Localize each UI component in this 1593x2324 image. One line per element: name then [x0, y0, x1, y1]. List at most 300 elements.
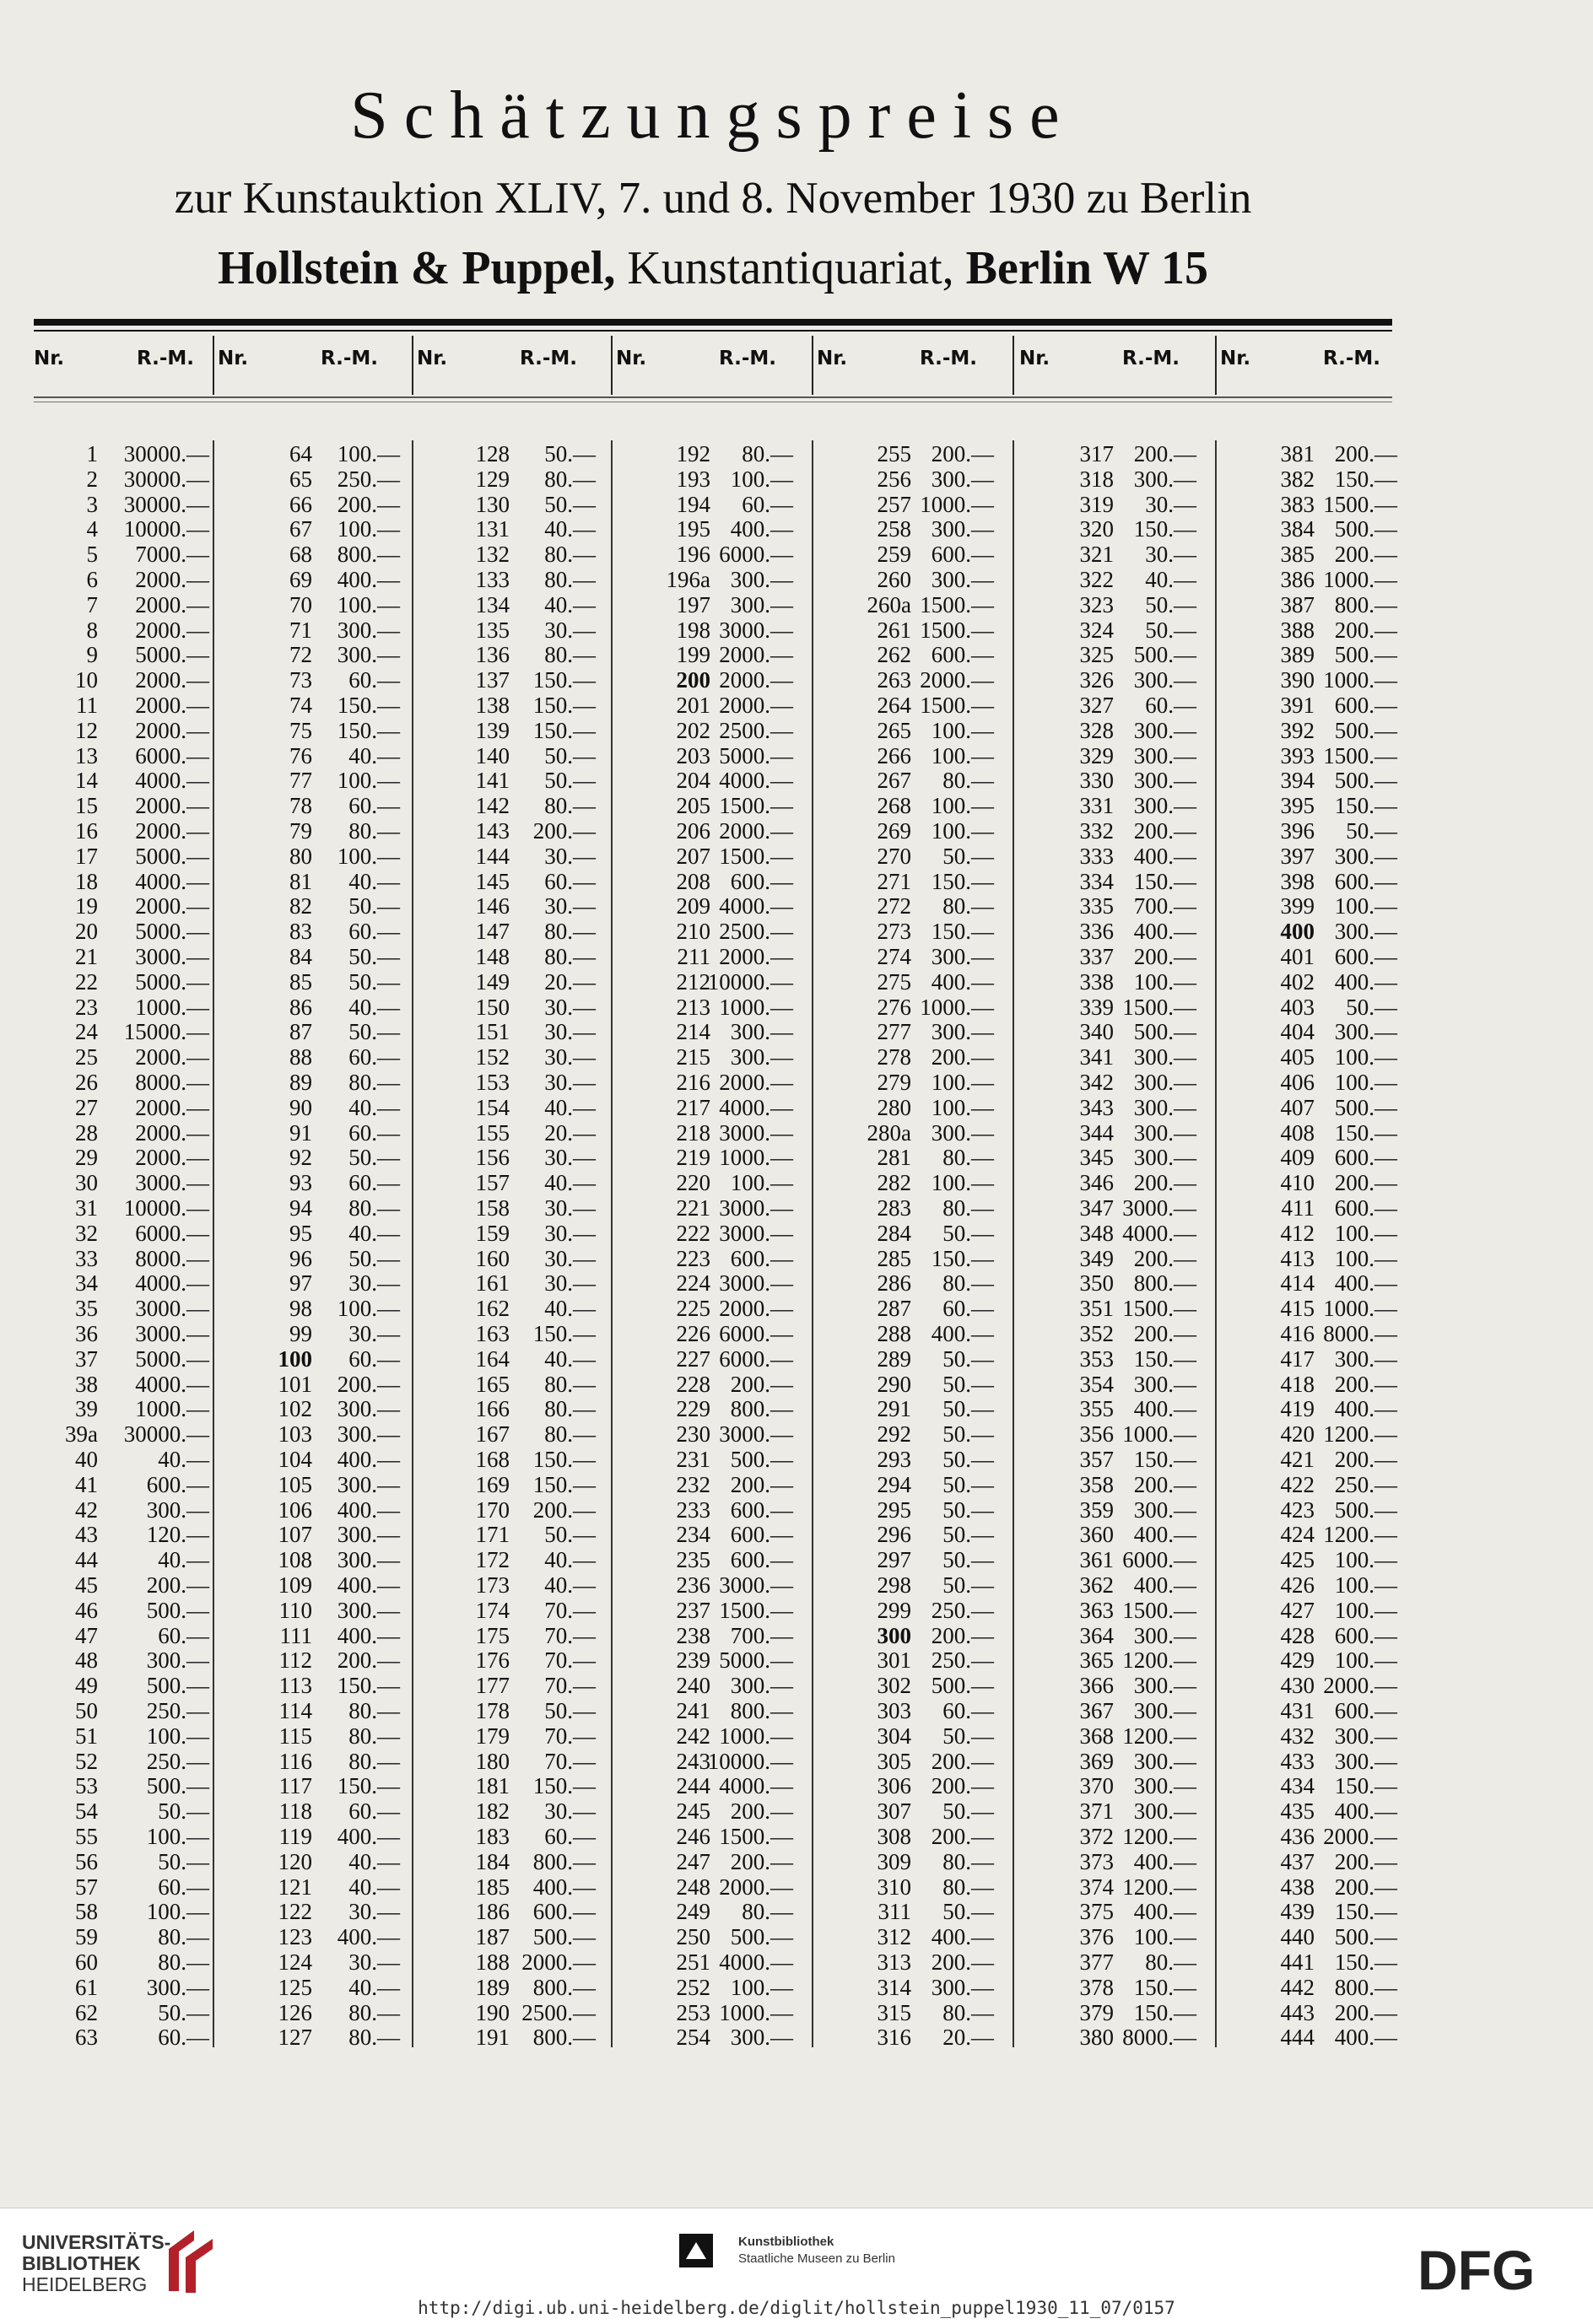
estimate-price: 30.— — [348, 1270, 400, 1297]
lot-number: 333 — [1079, 843, 1114, 869]
estimate-price: 400.— — [931, 1321, 994, 1346]
estimate-price: 50.— — [348, 1145, 400, 1171]
estimate-price: 10000.— — [123, 1195, 209, 1221]
estimate-price: 150.— — [931, 868, 994, 894]
lot-number: 252 — [676, 1974, 710, 2000]
publisher-location: Berlin W 15 — [965, 242, 1208, 294]
estimate-price: 30.— — [544, 1220, 596, 1246]
estimate-price: 50.— — [942, 1447, 994, 1472]
lot-number: 181 — [475, 1773, 510, 1799]
lot-number: 255 — [877, 441, 911, 466]
lot-number: 339 — [1079, 994, 1114, 1020]
lot-number: 272 — [877, 893, 911, 919]
estimate-price: 1000.— — [1323, 667, 1397, 693]
estimate-price: 100.— — [337, 843, 400, 869]
estimate-price: 400.— — [1133, 1848, 1196, 1874]
lot-number: 11 — [76, 693, 98, 718]
lot-number: 117 — [278, 1773, 312, 1799]
lot-number: 154 — [475, 1094, 510, 1120]
lot-number: 309 — [877, 1848, 911, 1874]
lot-number: 331 — [1079, 793, 1114, 819]
lot-number: 233 — [676, 1496, 710, 1523]
estimate-price: 100.— — [146, 1723, 209, 1749]
lot-number: 280a — [867, 1119, 911, 1146]
estimate-price: 80.— — [942, 893, 994, 919]
estimate-price: 60.— — [158, 2025, 209, 2051]
lot-number: 429 — [1280, 1647, 1315, 1674]
estimate-price: 1500.— — [719, 1597, 793, 1623]
lot-number: 169 — [475, 1471, 510, 1497]
lot-number: 72 — [289, 642, 312, 668]
lot-number: 408 — [1280, 1119, 1315, 1146]
estimate-price: 6000.— — [719, 1345, 793, 1372]
estimate-price: 80.— — [348, 1999, 400, 2025]
estimate-price: 40.— — [544, 1572, 596, 1598]
lot-number: 189 — [475, 1974, 510, 2000]
estimate-price: 100.— — [1133, 968, 1196, 995]
estimate-price: 50.— — [158, 1848, 209, 1874]
estimate-price: 100.— — [1334, 1547, 1397, 1573]
estimate-price: 400.— — [931, 1924, 994, 1950]
lot-number: 400 — [1280, 919, 1315, 945]
lot-number: 367 — [1079, 1698, 1114, 1723]
lot-number: 120 — [278, 1848, 312, 1874]
estimate-price: 60.— — [348, 919, 400, 945]
lot-number: 296 — [877, 1522, 911, 1548]
estimate-price: 4000.— — [135, 1270, 209, 1297]
estimate-price: 200.— — [1334, 1170, 1397, 1196]
estimate-price: 4000.— — [135, 868, 209, 894]
estimate-price: 800.— — [532, 1974, 596, 2000]
lot-number: 323 — [1079, 591, 1114, 617]
estimate-price: 1500.— — [1122, 1597, 1196, 1623]
lot-number: 186 — [475, 1899, 510, 1925]
lot-number: 362 — [1079, 1572, 1114, 1598]
lot-number: 203 — [676, 742, 710, 768]
university-library-label — [22, 2232, 170, 2295]
estimate-price: 80.— — [348, 1723, 400, 1749]
kb-line-2: Staatliche Museen zu Berlin — [738, 2251, 895, 2266]
lot-number: 402 — [1280, 968, 1315, 995]
lot-number: 134 — [475, 591, 510, 617]
estimate-price: 60.— — [942, 1296, 994, 1322]
estimate-price: 200.— — [1334, 1447, 1397, 1472]
lot-number: 16 — [75, 818, 98, 844]
lot-number: 285 — [877, 1245, 911, 1271]
estimate-price: 50.— — [942, 1421, 994, 1448]
estimate-price: 5000.— — [135, 1345, 209, 1372]
estimate-price: 40.— — [348, 868, 400, 894]
estimate-price: 400.— — [1334, 1270, 1397, 1297]
lot-number: 76 — [289, 742, 312, 768]
estimate-price: 100.— — [931, 1094, 994, 1120]
lot-number: 415 — [1280, 1296, 1315, 1322]
estimate-price: 300.— — [1133, 768, 1196, 794]
lot-number: 39a — [65, 1421, 98, 1448]
lot-number: 45 — [75, 1572, 98, 1598]
estimate-price: 600.— — [730, 1245, 793, 1271]
lot-number: 158 — [475, 1195, 510, 1221]
lot-number: 423 — [1280, 1496, 1315, 1523]
lot-number: 67 — [289, 516, 312, 542]
estimate-price: 800.— — [337, 542, 400, 568]
lot-number: 62 — [75, 1999, 98, 2025]
estimate-price: 1500.— — [719, 793, 793, 819]
lot-number: 316 — [877, 2025, 911, 2051]
lot-number: 335 — [1079, 893, 1114, 919]
column-header-nr: Nr. — [34, 348, 65, 369]
estimate-price: 100.— — [1334, 1245, 1397, 1271]
estimate-price: 500.— — [1334, 1496, 1397, 1523]
estimate-price: 400.— — [337, 1924, 400, 1950]
estimate-price: 200.— — [532, 818, 596, 844]
lot-number: 1 — [86, 441, 98, 466]
estimate-price: 200.— — [1334, 1874, 1397, 1900]
lot-number: 113 — [278, 1673, 312, 1699]
estimate-price: 80.— — [158, 1949, 209, 1975]
estimate-price: 10000.— — [707, 968, 793, 995]
estimate-price: 250.— — [931, 1647, 994, 1674]
lot-number: 427 — [1280, 1597, 1315, 1623]
lot-number: 194 — [676, 491, 710, 517]
estimate-price: 50.— — [942, 1345, 994, 1372]
lot-number: 118 — [278, 1798, 312, 1825]
estimate-price: 200.— — [337, 1647, 400, 1674]
lot-number: 71 — [289, 617, 312, 643]
estimate-price: 600.— — [931, 542, 994, 568]
lot-number: 126 — [278, 1999, 312, 2025]
estimate-price: 100.— — [931, 1170, 994, 1196]
lot-number: 86 — [289, 994, 312, 1020]
lot-number: 46 — [75, 1597, 98, 1623]
estimate-price: 50.— — [942, 1547, 994, 1573]
lot-number: 85 — [289, 968, 312, 995]
estimate-price: 600.— — [1334, 944, 1397, 969]
lot-number: 404 — [1280, 1019, 1315, 1045]
estimate-price: 500.— — [1334, 768, 1397, 794]
lot-number: 246 — [676, 1824, 710, 1849]
lot-number: 198 — [676, 617, 710, 643]
estimate-price: 50.— — [942, 1798, 994, 1825]
estimate-price: 1500.— — [1122, 1296, 1196, 1322]
estimate-price: 4000.— — [719, 893, 793, 919]
estimate-price: 100.— — [1334, 1572, 1397, 1598]
estimate-price: 2500.— — [719, 919, 793, 945]
estimate-price: 50.— — [942, 1899, 994, 1925]
lot-number: 44 — [75, 1547, 98, 1573]
lot-number: 406 — [1280, 1070, 1315, 1095]
estimate-price: 50.— — [348, 893, 400, 919]
estimate-price: 400.— — [1133, 1899, 1196, 1925]
estimate-price: 6000.— — [1122, 1547, 1196, 1573]
lot-number: 137 — [475, 667, 510, 693]
lot-number: 372 — [1079, 1824, 1114, 1849]
estimate-price: 2000.— — [135, 591, 209, 617]
lot-number: 213 — [676, 994, 710, 1020]
lot-number: 279 — [877, 1070, 911, 1095]
lot-number: 68 — [289, 542, 312, 568]
estimate-price: 80.— — [348, 1195, 400, 1221]
estimate-price: 50.— — [348, 968, 400, 995]
lot-number: 153 — [475, 1070, 510, 1095]
estimate-price: 60.— — [348, 667, 400, 693]
estimate-price: 400.— — [337, 1496, 400, 1523]
lot-number: 69 — [289, 567, 312, 592]
lot-number: 57 — [75, 1874, 98, 1900]
estimate-price: 80.— — [544, 944, 596, 969]
estimate-price: 200.— — [1334, 1371, 1397, 1397]
lot-number: 165 — [475, 1371, 510, 1397]
estimate-price: 1200.— — [1122, 1824, 1196, 1849]
estimate-price: 2000.— — [135, 1044, 209, 1070]
estimate-price: 500.— — [146, 1597, 209, 1623]
lot-number: 6 — [86, 567, 98, 592]
estimate-price: 500.— — [146, 1773, 209, 1799]
estimate-price: 5000.— — [135, 843, 209, 869]
lot-number: 239 — [676, 1647, 710, 1674]
lot-number: 133 — [475, 567, 510, 592]
estimate-price: 100.— — [146, 1899, 209, 1925]
estimate-price: 2000.— — [719, 667, 793, 693]
lot-number: 249 — [676, 1899, 710, 1925]
lot-number: 183 — [475, 1824, 510, 1849]
lot-number: 397 — [1280, 843, 1315, 869]
lot-number: 354 — [1079, 1371, 1114, 1397]
lot-number: 338 — [1079, 968, 1114, 995]
estimate-price: 10000.— — [707, 1748, 793, 1774]
lot-number: 379 — [1079, 1999, 1114, 2025]
lot-number: 49 — [75, 1673, 98, 1699]
estimate-price: 600.— — [1334, 1145, 1397, 1171]
estimate-price: 200.— — [931, 1824, 994, 1849]
estimate-price: 80.— — [544, 567, 596, 592]
lot-number: 185 — [475, 1874, 510, 1900]
column-header-nr: Nr. — [417, 348, 448, 369]
estimate-price: 150.— — [532, 1471, 596, 1497]
estimate-price: 300.— — [337, 1396, 400, 1422]
lot-number: 136 — [475, 642, 510, 668]
lot-number: 31 — [75, 1195, 98, 1221]
lot-number: 278 — [877, 1044, 911, 1070]
lot-number: 106 — [278, 1496, 312, 1523]
estimate-price: 80.— — [942, 1999, 994, 2025]
lot-number: 223 — [676, 1245, 710, 1271]
lot-number: 391 — [1280, 693, 1315, 718]
estimate-price: 50.— — [1145, 591, 1196, 617]
estimate-price: 2000.— — [719, 944, 793, 969]
lot-number: 175 — [475, 1622, 510, 1648]
estimate-price: 60.— — [348, 1798, 400, 1825]
estimate-price: 150.— — [931, 919, 994, 945]
lot-number: 190 — [475, 1999, 510, 2025]
lot-number: 259 — [877, 542, 911, 568]
lot-number: 288 — [877, 1321, 911, 1346]
estimate-price: 1500.— — [920, 693, 994, 718]
lot-number: 217 — [676, 1094, 710, 1120]
estimate-price: 700.— — [1133, 893, 1196, 919]
lot-number: 162 — [475, 1296, 510, 1322]
lot-number: 75 — [289, 717, 312, 743]
estimate-price: 30.— — [544, 1245, 596, 1271]
estimate-price: 600.— — [730, 1522, 793, 1548]
estimate-price: 2000.— — [135, 617, 209, 643]
lot-number: 330 — [1079, 768, 1114, 794]
library-line-3: HEIDELBERG — [22, 2273, 148, 2295]
estimate-price: 40.— — [348, 1874, 400, 1900]
lot-number: 2 — [86, 466, 98, 492]
estimate-price: 600.— — [730, 868, 793, 894]
estimate-price: 2000.— — [521, 1949, 596, 1975]
column-header-nr: Nr. — [1019, 348, 1050, 369]
lot-number: 166 — [475, 1396, 510, 1422]
dfg-logo-text: DFG — [1418, 2244, 1536, 2294]
lot-number: 174 — [475, 1597, 510, 1623]
estimate-price: 300.— — [730, 567, 793, 592]
estimate-price: 200.— — [730, 1471, 793, 1497]
lot-number: 301 — [877, 1647, 911, 1674]
lot-number: 414 — [1280, 1270, 1315, 1297]
estimate-price: 80.— — [544, 793, 596, 819]
estimate-price: 80.— — [348, 1070, 400, 1095]
estimate-price: 50.— — [942, 1396, 994, 1422]
lot-number: 314 — [877, 1974, 911, 2000]
lot-number: 273 — [877, 919, 911, 945]
estimate-price: 300.— — [1133, 1119, 1196, 1146]
lot-number: 147 — [475, 919, 510, 945]
lot-number: 96 — [289, 1245, 312, 1271]
estimate-price: 200.— — [931, 1773, 994, 1799]
lot-number: 180 — [475, 1748, 510, 1774]
estimate-price: 200.— — [1334, 1848, 1397, 1874]
estimate-price: 1000.— — [1122, 1421, 1196, 1448]
estimate-price: 200.— — [931, 1748, 994, 1774]
lot-number: 422 — [1280, 1471, 1315, 1497]
estimate-price: 150.— — [532, 693, 596, 718]
estimate-price: 50.— — [942, 1471, 994, 1497]
estimate-price: 50.— — [942, 1572, 994, 1598]
lot-number: 172 — [475, 1547, 510, 1573]
estimate-price: 1200.— — [1323, 1522, 1397, 1548]
lot-number: 87 — [289, 1019, 312, 1045]
estimate-price: 30.— — [544, 1019, 596, 1045]
estimate-price: 200.— — [1133, 441, 1196, 466]
lot-number: 39 — [75, 1396, 98, 1422]
lot-number: 84 — [289, 944, 312, 969]
lot-number: 208 — [676, 868, 710, 894]
estimate-price: 80.— — [544, 466, 596, 492]
estimate-price: 5000.— — [135, 642, 209, 668]
estimate-price: 400.— — [1133, 843, 1196, 869]
lot-number: 388 — [1280, 617, 1315, 643]
lot-number: 381 — [1280, 441, 1315, 466]
estimate-price: 50.— — [1346, 818, 1397, 844]
estimate-price: 200.— — [730, 1848, 793, 1874]
estimate-price: 300.— — [1133, 1798, 1196, 1825]
lot-number: 358 — [1079, 1471, 1114, 1497]
estimate-price: 80.— — [942, 1270, 994, 1297]
estimate-price: 500.— — [1133, 642, 1196, 668]
estimate-price: 600.— — [1334, 693, 1397, 718]
lot-number: 152 — [475, 1044, 510, 1070]
lot-number: 380 — [1079, 2025, 1114, 2051]
lot-number: 135 — [475, 617, 510, 643]
estimate-price: 1000.— — [1323, 567, 1397, 592]
lot-number: 387 — [1280, 591, 1315, 617]
lot-number: 176 — [475, 1647, 510, 1674]
lot-number: 424 — [1280, 1522, 1315, 1548]
lot-number: 66 — [289, 491, 312, 517]
lot-number: 334 — [1079, 868, 1114, 894]
lot-number: 50 — [75, 1698, 98, 1723]
estimate-price: 300.— — [730, 1673, 793, 1699]
lot-number: 221 — [676, 1195, 710, 1221]
lot-number: 3 — [86, 491, 98, 517]
estimate-price: 300.— — [730, 591, 793, 617]
lot-number: 88 — [289, 1044, 312, 1070]
lot-number: 160 — [475, 1245, 510, 1271]
estimate-price: 300.— — [1334, 1748, 1397, 1774]
estimate-price: 1500.— — [719, 1824, 793, 1849]
estimate-price: 30.— — [544, 1270, 596, 1297]
lot-number: 219 — [676, 1145, 710, 1171]
lot-number: 128 — [475, 441, 510, 466]
estimate-price: 40.— — [348, 742, 400, 768]
column-header-nr: Nr. — [1220, 348, 1251, 369]
estimate-price: 300.— — [1334, 919, 1397, 945]
lot-number: 258 — [877, 516, 911, 542]
lot-number: 171 — [475, 1522, 510, 1548]
lot-number: 257 — [877, 491, 911, 517]
lot-number: 431 — [1280, 1698, 1315, 1723]
lot-number: 266 — [877, 742, 911, 768]
column-header-nr: Nr. — [218, 348, 249, 369]
estimate-price: 2000.— — [135, 717, 209, 743]
estimate-price: 400.— — [337, 1824, 400, 1849]
estimate-price: 300.— — [146, 1647, 209, 1674]
lot-number: 289 — [877, 1345, 911, 1372]
estimate-price: 30.— — [544, 1044, 596, 1070]
lot-number: 368 — [1079, 1723, 1114, 1749]
lot-number: 428 — [1280, 1622, 1315, 1648]
lot-number: 384 — [1280, 516, 1315, 542]
estimate-price: 80.— — [544, 1396, 596, 1422]
lot-number: 95 — [289, 1220, 312, 1246]
dfg-logo — [1418, 2244, 1569, 2294]
estimate-price: 300.— — [931, 1974, 994, 2000]
estimate-price: 200.— — [1334, 617, 1397, 643]
lot-number: 65 — [289, 466, 312, 492]
estimate-price: 3000.— — [1122, 1195, 1196, 1221]
lot-number: 138 — [475, 693, 510, 718]
estimate-price: 300.— — [1133, 1748, 1196, 1774]
estimate-price: 300.— — [337, 617, 400, 643]
estimate-price: 40.— — [544, 1296, 596, 1322]
lot-number: 308 — [877, 1824, 911, 1849]
lot-number: 53 — [75, 1773, 98, 1799]
lot-number: 438 — [1280, 1874, 1315, 1900]
lot-number: 35 — [75, 1296, 98, 1322]
lot-number: 195 — [676, 516, 710, 542]
lot-number: 150 — [475, 994, 510, 1020]
lot-number: 111 — [279, 1622, 312, 1648]
lot-number: 54 — [75, 1798, 98, 1825]
lot-number: 313 — [877, 1949, 911, 1975]
lot-number: 235 — [676, 1547, 710, 1573]
estimate-price: 3000.— — [719, 1195, 793, 1221]
estimate-price: 150.— — [532, 1321, 596, 1346]
estimate-price: 5000.— — [719, 1647, 793, 1674]
estimate-price: 200.— — [931, 441, 994, 466]
